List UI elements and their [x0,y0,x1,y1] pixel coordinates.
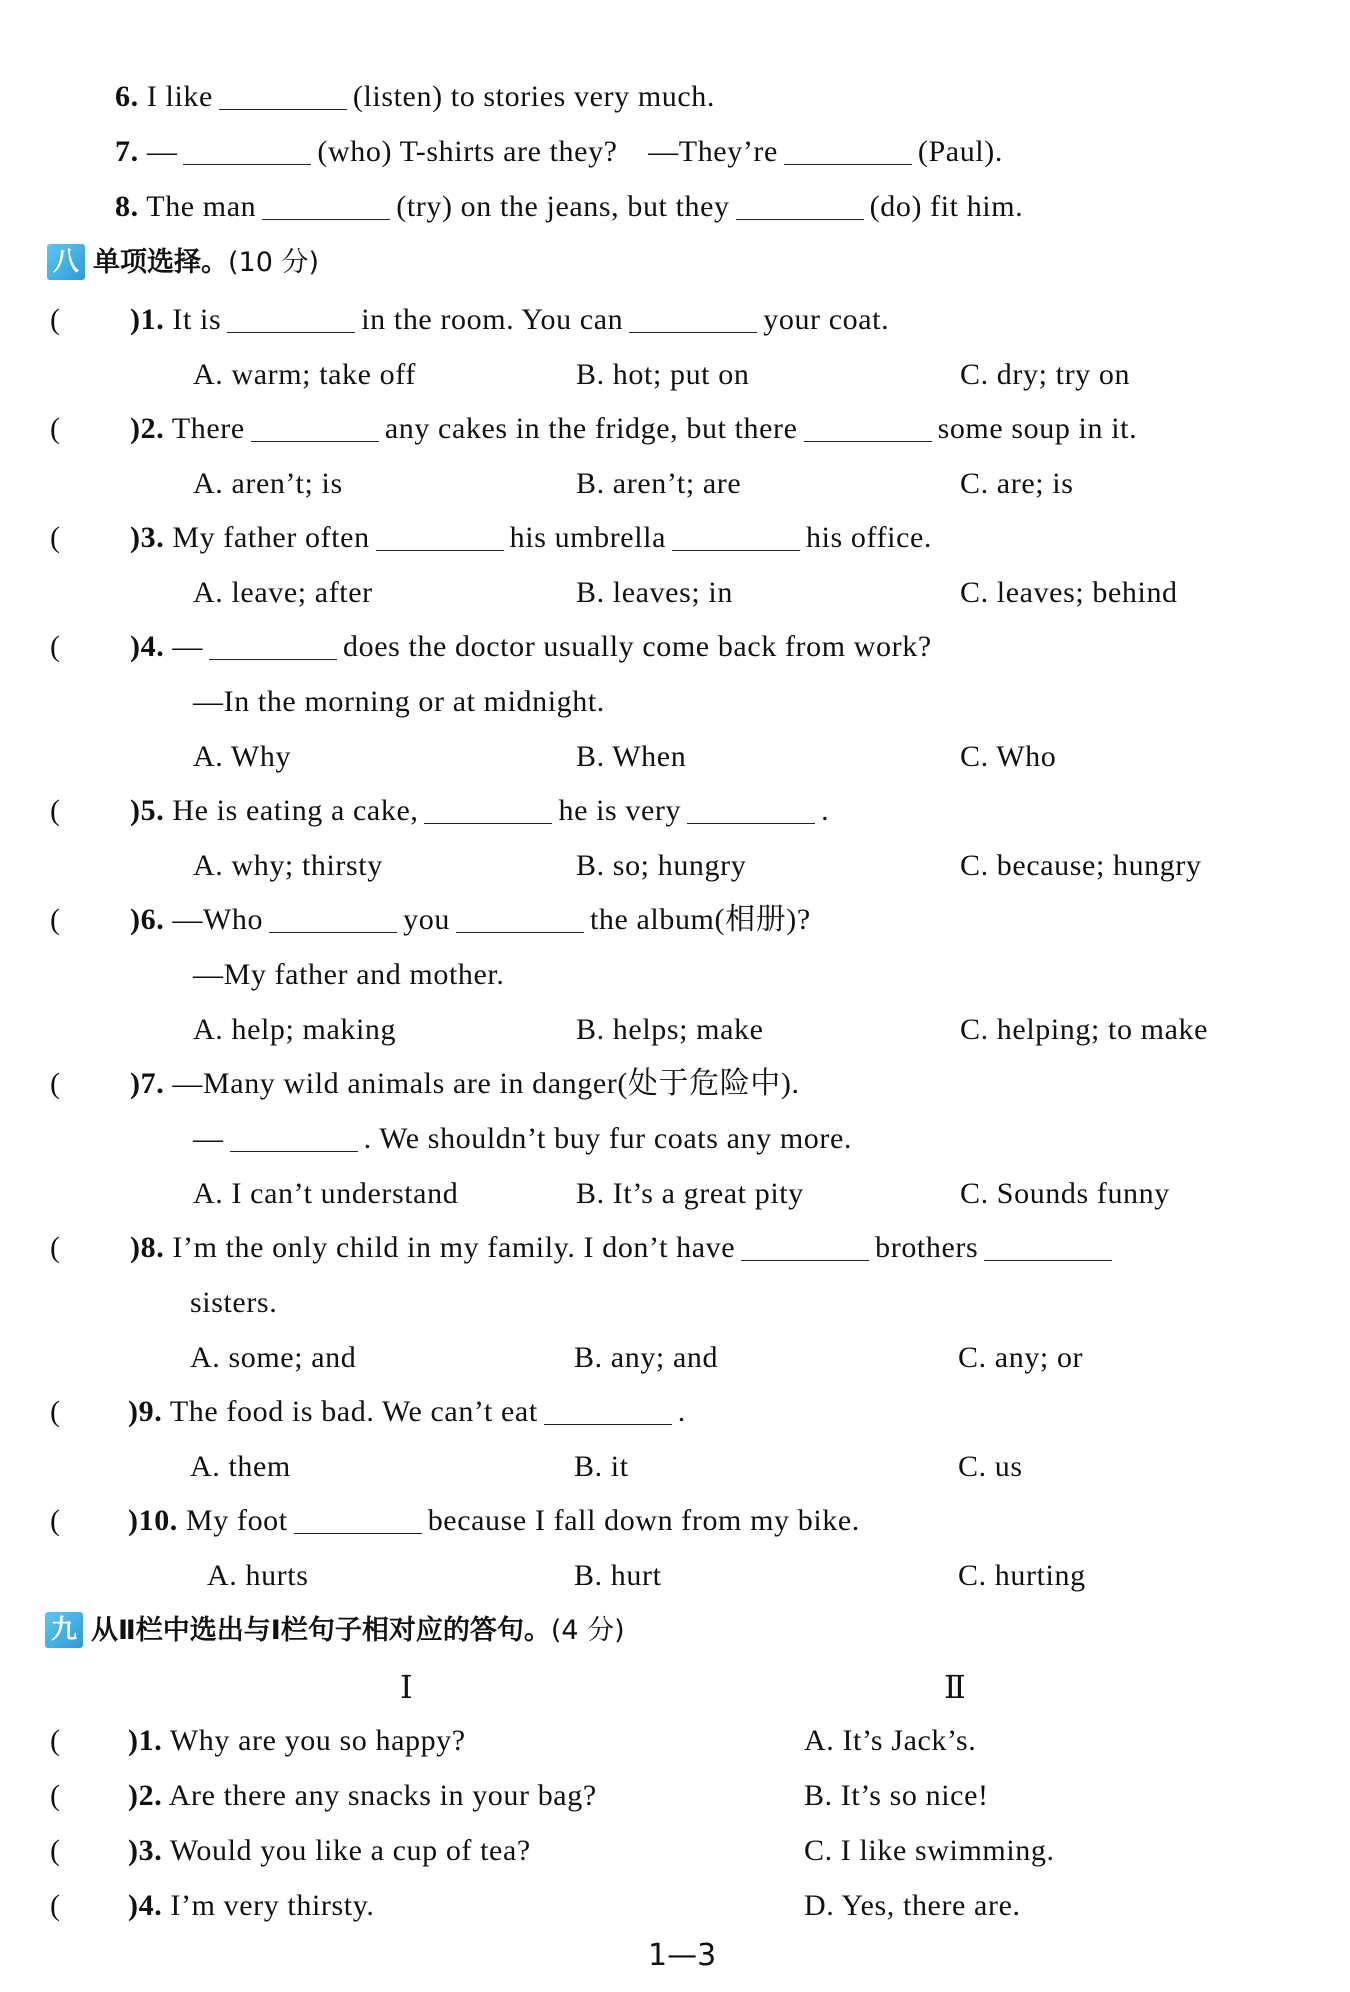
mc-question-5: )5. He is eating a cake, he is very . [130,794,830,827]
option-b: B. When [576,740,687,773]
option-c: C. us [958,1450,1023,1483]
answer-blank[interactable] [984,1232,1112,1261]
answer-blank[interactable] [262,191,390,220]
column-2-heading: Ⅱ [944,1669,966,1705]
answer-blank[interactable] [230,1123,358,1152]
option-a: A. why; thirsty [193,849,383,882]
option-b: B. so; hungry [576,849,747,882]
option-a: A. warm; take off [193,358,416,391]
answer-blank[interactable] [269,904,397,933]
match-answer-c: C. I like swimming. [804,1834,1055,1867]
option-b: B. leaves; in [576,576,733,609]
answer-blank[interactable] [209,631,337,660]
section-9-title: 九 从Ⅱ栏中选出与Ⅰ栏句子相对应的答句。(4 分) [45,1611,625,1651]
answer-blank[interactable] [424,795,552,824]
match-answer-a: A. It’s Jack’s. [804,1724,977,1757]
option-c: C. hurting [958,1559,1086,1592]
answer-paren[interactable]: ( [50,1395,60,1428]
mc-question-8: )8. I’m the only child in my family. I don’t have brothers [130,1228,1118,1268]
option-c: C. Who [960,740,1057,773]
match-question-3: )3. Would you like a cup of tea? [128,1834,531,1867]
mc-question-9: )9. The food is bad. We can’t eat . [128,1395,686,1428]
option-b: B. It’s a great pity [576,1177,804,1210]
mc-question-3: )3. My father often his umbrella his office. [130,521,933,554]
answer-blank[interactable] [376,522,504,551]
option-a: A. Why [193,740,292,773]
answer-blank[interactable] [227,304,355,333]
option-a: A. leave; after [193,576,373,609]
fill-item-8: 8. The man (try) on the jeans, but they (do) fit him. [115,190,1024,223]
answer-paren[interactable]: ( [50,1504,60,1537]
answer-paren[interactable]: ( [50,303,60,336]
option-a: A. help; making [193,1013,397,1046]
section-badge: 九 [45,1612,83,1648]
answer-paren[interactable]: ( [50,412,60,445]
match-question-4: )4. I’m very thirsty. [128,1889,375,1922]
answer-blank[interactable] [804,413,932,442]
match-answer-b: B. It’s so nice! [804,1779,989,1812]
answer-paren[interactable]: ( [50,521,60,554]
answer-paren[interactable]: ( [50,903,60,936]
option-b: B. helps; make [576,1013,764,1046]
answer-blank[interactable] [544,1396,672,1425]
question-continuation: sisters. [190,1286,278,1319]
option-c: C. are; is [960,467,1074,500]
answer-blank[interactable] [251,413,379,442]
option-c: C. because; hungry [960,849,1202,882]
mc-question-6: )6. —Who you the album(相册)? [130,903,811,936]
answer-blank[interactable] [294,1505,422,1534]
option-a: A. some; and [190,1341,357,1374]
answer-blank[interactable] [183,136,311,165]
answer-blank[interactable] [687,795,815,824]
mc-question-10: )10. My foot because I fall down from my bike. [128,1504,860,1537]
answer-blank[interactable] [219,81,347,110]
mc-question-1: )1. It is in the room. You can your coat. [130,303,890,336]
match-answer-d: D. Yes, there are. [804,1889,1021,1922]
fill-item-6: 6. I like (listen) to stories very much. [115,80,715,113]
option-a: A. hurts [207,1559,309,1592]
answer-paren[interactable]: ( [50,1724,60,1757]
answer-paren[interactable]: ( [50,1067,60,1100]
mc-question-2: )2. There any cakes in the fridge, but there some soup in it. [130,412,1138,445]
section-8-title: 八 单项选择。(10 分) [47,243,319,283]
option-b: B. aren’t; are [576,467,742,500]
answer-paren[interactable]: ( [50,794,60,827]
option-b: B. hurt [574,1559,662,1592]
option-b: B. any; and [574,1341,719,1374]
option-a: A. aren’t; is [193,467,343,500]
answer-blank[interactable] [741,1232,869,1261]
option-c: C. any; or [958,1341,1084,1374]
option-b: B. it [574,1450,629,1483]
answer-blank[interactable] [456,904,584,933]
match-question-2: )2. Are there any snacks in your bag? [128,1779,597,1812]
fill-item-7: 7. — (who) T-shirts are they? —They’re (Paul). [115,135,1003,168]
option-a: A. I can’t understand [193,1177,459,1210]
dialogue-reply: —In the morning or at midnight. [193,685,605,718]
dialogue-reply: — . We shouldn’t buy fur coats any more. [193,1122,852,1155]
answer-paren[interactable]: ( [50,1231,60,1264]
answer-blank[interactable] [784,136,912,165]
option-a: A. them [190,1450,291,1483]
answer-paren[interactable]: ( [50,630,60,663]
mc-question-4: )4. — does the doctor usually come back from work? [130,630,932,663]
answer-blank[interactable] [629,304,757,333]
section-badge: 八 [47,244,85,280]
dialogue-reply: —My father and mother. [193,958,505,991]
column-1-heading: Ⅰ [400,1669,413,1705]
answer-blank[interactable] [672,522,800,551]
answer-paren[interactable]: ( [50,1779,60,1812]
option-c: C. leaves; behind [960,576,1178,609]
answer-blank[interactable] [736,191,864,220]
answer-paren[interactable]: ( [50,1834,60,1867]
match-question-1: )1. Why are you so happy? [128,1724,466,1757]
option-c: C. dry; try on [960,358,1131,391]
mc-question-7: )7. —Many wild animals are in danger(处于危险中). [130,1067,800,1100]
page-number: 1—3 [648,1938,717,1973]
option-b: B. hot; put on [576,358,750,391]
option-c: C. helping; to make [960,1013,1209,1046]
option-c: C. Sounds funny [960,1177,1170,1210]
answer-paren[interactable]: ( [50,1889,60,1922]
